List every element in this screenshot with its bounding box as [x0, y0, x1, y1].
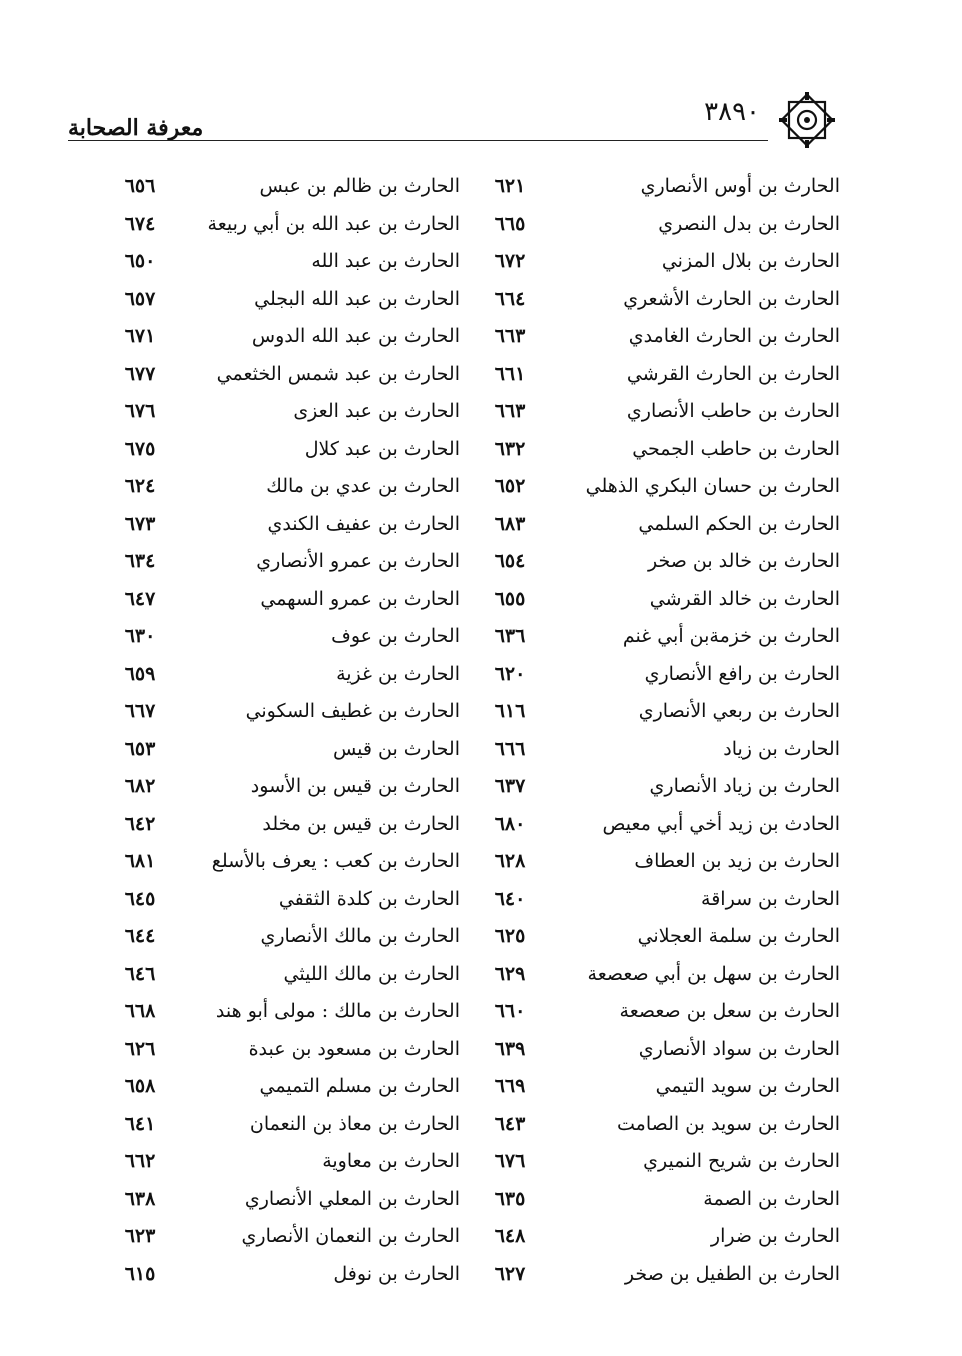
- entry-page-number: ٦٥٠: [124, 250, 156, 272]
- right-column: [480, 171, 840, 1301]
- entry-page-number: ٦٨٣: [494, 512, 526, 535]
- index-entry: [480, 509, 840, 547]
- entry-name: الحارث بن مسعود بن عبدة: [248, 1037, 460, 1060]
- entry-page-number: ٦٤٢: [124, 812, 156, 835]
- entry-page-number: ٦٧٧: [124, 362, 156, 385]
- entry-page-number: ٦٥٦: [124, 175, 156, 197]
- index-entry: [100, 321, 460, 359]
- index-entry: [100, 584, 460, 622]
- entry-page-number: ٦٢٤: [124, 475, 156, 497]
- entry-name: الحارث بن مسلم التميمي: [259, 1075, 460, 1097]
- index-entry: [480, 696, 840, 734]
- entry-name: الحارث بن كعب : يعرف بالأسلع: [211, 850, 460, 872]
- index-entry: [100, 1146, 460, 1184]
- entry-page-number: ٦٤٧: [124, 587, 156, 610]
- entry-name: الحارث بن سراقة: [701, 887, 840, 910]
- index-entry: [480, 1146, 840, 1184]
- book-title: معرفة الصحابة: [68, 115, 204, 141]
- entry-page-number: ٦٦٨: [124, 1000, 156, 1022]
- entry-page-number: ٦٦١: [494, 362, 526, 385]
- entry-name: الحارث بن قيس: [332, 737, 460, 760]
- index-entry: [480, 1071, 840, 1109]
- entry-page-number: ٦٢٨: [494, 850, 526, 872]
- index-entry: [480, 621, 840, 659]
- entry-name: الحارث بن عفيف الكندي: [267, 512, 460, 535]
- entry-page-number: ٦٧٦: [124, 400, 156, 422]
- entry-name: الحارث بن نوفل: [333, 1262, 460, 1285]
- entry-name: الحارث بن كلدة الثقفي: [278, 887, 460, 910]
- index-entry: [100, 1221, 460, 1259]
- entry-page-number: ٦٢٧: [494, 1262, 526, 1285]
- entry-name: الحارث بن قيس بن مخلد: [262, 812, 460, 835]
- entry-page-number: ٦٤١: [124, 1112, 156, 1135]
- entry-page-number: ٦٥٨: [124, 1075, 156, 1097]
- index-entry: [100, 659, 460, 697]
- entry-name: الحارث بن الصمة: [703, 1187, 840, 1210]
- entry-name: الحارث بن بلال المزني: [661, 250, 840, 272]
- index-entry: [480, 959, 840, 997]
- entry-page-number: ٦٣٨: [124, 1187, 156, 1210]
- index-entry: [100, 509, 460, 547]
- entry-name: الحارث بن عمرو السهمي: [260, 587, 460, 610]
- index-entry: [480, 434, 840, 472]
- entry-name: الحارث بن زياد: [723, 737, 840, 760]
- entry-name: الحارث بن خالد القرشي: [649, 587, 840, 610]
- entry-page-number: ٦٣٥: [494, 1187, 526, 1210]
- entry-name: الحارث بن خالد بن صخر: [647, 550, 840, 572]
- entry-page-number: ٦٧٤: [124, 212, 156, 235]
- entry-page-number: ٦١٥: [124, 1262, 156, 1285]
- index-entry: [480, 359, 840, 397]
- entry-page-number: ٦٥٩: [124, 662, 156, 685]
- index-entry: [100, 884, 460, 922]
- entry-page-number: ٦٤٤: [124, 925, 156, 947]
- entry-page-number: ٦٥٢: [494, 475, 526, 497]
- entry-page-number: ٦١٦: [494, 700, 526, 722]
- index-entry: [100, 209, 460, 247]
- index-entry: [480, 884, 840, 922]
- index-entry: [100, 696, 460, 734]
- index-entry: [100, 284, 460, 322]
- entry-name: الحارث بن سويد التيمي: [655, 1075, 840, 1097]
- entry-name: الحارث بن عدي بن مالك: [266, 475, 460, 497]
- index-entry: [480, 1034, 840, 1072]
- page-header: [68, 95, 838, 141]
- index-entry: [100, 1259, 460, 1297]
- entry-name: الحارث بن مالك الليثي: [283, 962, 460, 985]
- index-entry: [100, 546, 460, 584]
- header-rule: [68, 140, 768, 141]
- entry-name: الحارث بن الحارث الأشعري: [623, 287, 840, 310]
- entry-name: الحارث بن الحارث الغامدي: [628, 325, 840, 347]
- entry-name: الحارث بن رافع الأنصاري: [644, 662, 840, 685]
- entry-page-number: ٦٨٠: [494, 812, 526, 835]
- entry-name: الحادث بن زيد أخي أبي معيص: [602, 812, 840, 835]
- entry-page-number: ٦٢٦: [124, 1037, 156, 1060]
- index-entry: [100, 434, 460, 472]
- index-entry: [100, 846, 460, 884]
- index-entry: [100, 359, 460, 397]
- index-entry: [100, 1034, 460, 1072]
- index-entry: [100, 396, 460, 434]
- entry-name: الحارث بن سلمة العجلاني: [637, 925, 840, 947]
- entry-name: الحارث بن عبد كلال: [304, 437, 460, 460]
- entry-page-number: ٦٦٠: [494, 1000, 526, 1022]
- entry-page-number: ٦٤٦: [124, 962, 156, 985]
- entry-page-number: ٦٥٣: [124, 737, 156, 760]
- entry-page-number: ٦٧٦: [494, 1150, 526, 1172]
- entry-name: الحارث بن عبد الله بن أبي ربيعة: [207, 212, 460, 235]
- entry-name: الحارث بن عمرو الأنصاري: [256, 550, 460, 572]
- index-entry: [480, 284, 840, 322]
- entry-name: الحارث بن خزمةبن أبي غنم: [622, 625, 840, 647]
- entry-page-number: ٦٧٣: [124, 512, 156, 535]
- index-entry: [480, 396, 840, 434]
- entry-page-number: ٦٢٠: [494, 662, 526, 685]
- index-entry: [480, 1184, 840, 1222]
- entry-page-number: ٦٨١: [124, 850, 156, 872]
- index-entry: [480, 471, 840, 509]
- entry-name: الحارث بن عبد الله الدوس: [251, 325, 460, 347]
- entry-page-number: ٦٧١: [124, 325, 156, 347]
- entry-name: الحارث بن غطيف السكوني: [245, 700, 460, 722]
- index-entry: [480, 209, 840, 247]
- entry-page-number: ٦٦٦: [494, 737, 526, 760]
- index-columns: [100, 171, 840, 1301]
- entry-name: الحارث بن مالك الأنصاري: [260, 925, 460, 947]
- entry-name: الحارث بن معاذ بن النعمان: [249, 1112, 460, 1135]
- entry-name: الحارث بن عبد شمس الخثعمي: [216, 362, 460, 385]
- entry-page-number: ٦٦٢: [124, 1150, 156, 1172]
- entry-page-number: ٦٤٠: [494, 887, 526, 910]
- ornament-icon: [776, 89, 838, 151]
- index-entry: [480, 659, 840, 697]
- entry-name: الحارث بن الطفيل بن صخر: [624, 1262, 840, 1285]
- entry-page-number: ٦٢٣: [124, 1225, 156, 1247]
- entry-name: الحارث بن عبد الله: [311, 250, 460, 272]
- entry-name: الحارث بن سعل بن صعصعة: [619, 1000, 840, 1022]
- entry-page-number: ٦٣٩: [494, 1037, 526, 1060]
- entry-page-number: ٦٢١: [494, 175, 526, 197]
- entry-name: الحارث بن عبد الله البجلي: [254, 287, 460, 310]
- entry-name: الحارث بن حاطب الجمحي: [632, 437, 840, 460]
- entry-name: الحارث بن زياد الأنصاري: [649, 775, 840, 797]
- entry-page-number: ٦٧٢: [494, 250, 526, 272]
- entry-name: الحارث بن أوس الأنصاري: [640, 175, 840, 197]
- entry-name: الحارث بن مالك : مولى أبو هند: [215, 1000, 460, 1022]
- entry-name: الحارث بن بدل النصري: [658, 212, 840, 235]
- entry-name: الحارث بن النعمان الأنصاري: [241, 1225, 460, 1247]
- entry-page-number: ٦٦٤: [494, 287, 526, 310]
- entry-page-number: ٦٦٥: [494, 212, 526, 235]
- entry-name: الحارث بن حسان البكري الذهلي: [585, 475, 840, 497]
- index-entry: [100, 1184, 460, 1222]
- entry-page-number: ٦٤٣: [494, 1112, 526, 1135]
- index-entry: [100, 471, 460, 509]
- entry-name: الحارث بن زيد بن العطاف: [634, 850, 840, 872]
- index-entry: [100, 771, 460, 809]
- index-entry: [100, 734, 460, 772]
- entry-page-number: ٦٣٧: [494, 775, 526, 797]
- entry-name: الحارث بن ظالم بن عبس: [259, 175, 460, 197]
- entry-page-number: ٦٦٣: [494, 400, 526, 422]
- entry-page-number: ٦٢٥: [494, 925, 526, 947]
- entry-page-number: ٦٦٩: [494, 1075, 526, 1097]
- index-entry: [480, 734, 840, 772]
- index-entry: [480, 1221, 840, 1259]
- entry-name: الحارث بن عبد العزى: [293, 400, 460, 422]
- index-entry: [100, 996, 460, 1034]
- entry-page-number: ٦٣٠: [124, 625, 156, 647]
- entry-name: الحارث بن غزية: [336, 662, 460, 685]
- entry-name: الحارث بن ربعي الأنصاري: [638, 700, 840, 722]
- entry-name: الحارث بن قيس بن الأسود: [250, 775, 460, 797]
- entry-page-number: ٦٣٤: [124, 550, 156, 572]
- index-entry: [480, 809, 840, 847]
- index-entry: [480, 921, 840, 959]
- entry-name: الحارث بن عوف: [331, 625, 460, 647]
- entry-name: الحارث بن ضرار: [710, 1225, 840, 1247]
- index-entry: [100, 171, 460, 209]
- index-entry: [100, 621, 460, 659]
- entry-name: الحارث بن سويد بن الصامت: [616, 1112, 840, 1135]
- entry-page-number: ٦٧٥: [124, 437, 156, 460]
- index-entry: [100, 246, 460, 284]
- index-entry: [100, 1071, 460, 1109]
- index-entry: [480, 246, 840, 284]
- entry-page-number: ٦٦٧: [124, 700, 156, 722]
- entry-name: الحارث بن سهل بن أبي صعصعة: [587, 962, 840, 985]
- page-number: ٣٨٩٠: [704, 97, 760, 127]
- entry-page-number: ٦٥٧: [124, 287, 156, 310]
- entry-page-number: ٦٣٦: [494, 625, 526, 647]
- index-entry: [480, 321, 840, 359]
- index-entry: [480, 584, 840, 622]
- entry-name: الحارث بن شريح النميري: [643, 1150, 840, 1172]
- index-entry: [100, 1109, 460, 1147]
- entry-page-number: ٦٥٤: [494, 550, 526, 572]
- index-entry: [100, 809, 460, 847]
- entry-name: الحارث بن سواد الأنصاري: [638, 1037, 840, 1060]
- entry-name: الحارث بن حاطب الأنصاري: [626, 400, 840, 422]
- index-entry: [480, 171, 840, 209]
- entry-page-number: ٦٨٢: [124, 775, 156, 797]
- index-entry: [480, 1259, 840, 1297]
- entry-name: الحارث بن الحارث القرشي: [626, 362, 840, 385]
- entry-page-number: ٦٥٥: [494, 587, 526, 610]
- index-entry: [100, 921, 460, 959]
- entry-name: الحارث بن معاوية: [322, 1150, 460, 1172]
- entry-name: الحارث بن المعلي الأنصاري: [244, 1187, 460, 1210]
- entry-page-number: ٦٣٢: [494, 437, 526, 460]
- entry-page-number: ٦٦٣: [494, 325, 526, 347]
- entry-page-number: ٦٤٨: [494, 1225, 526, 1247]
- index-entry: [100, 959, 460, 997]
- index-entry: [480, 996, 840, 1034]
- entry-page-number: ٦٤٥: [124, 887, 156, 910]
- index-entry: [480, 846, 840, 884]
- index-entry: [480, 1109, 840, 1147]
- entry-name: الحارث بن الحكم السلمي: [638, 512, 840, 535]
- index-entry: [480, 771, 840, 809]
- index-entry: [480, 546, 840, 584]
- left-column: [100, 171, 460, 1301]
- entry-page-number: ٦٢٩: [494, 962, 526, 985]
